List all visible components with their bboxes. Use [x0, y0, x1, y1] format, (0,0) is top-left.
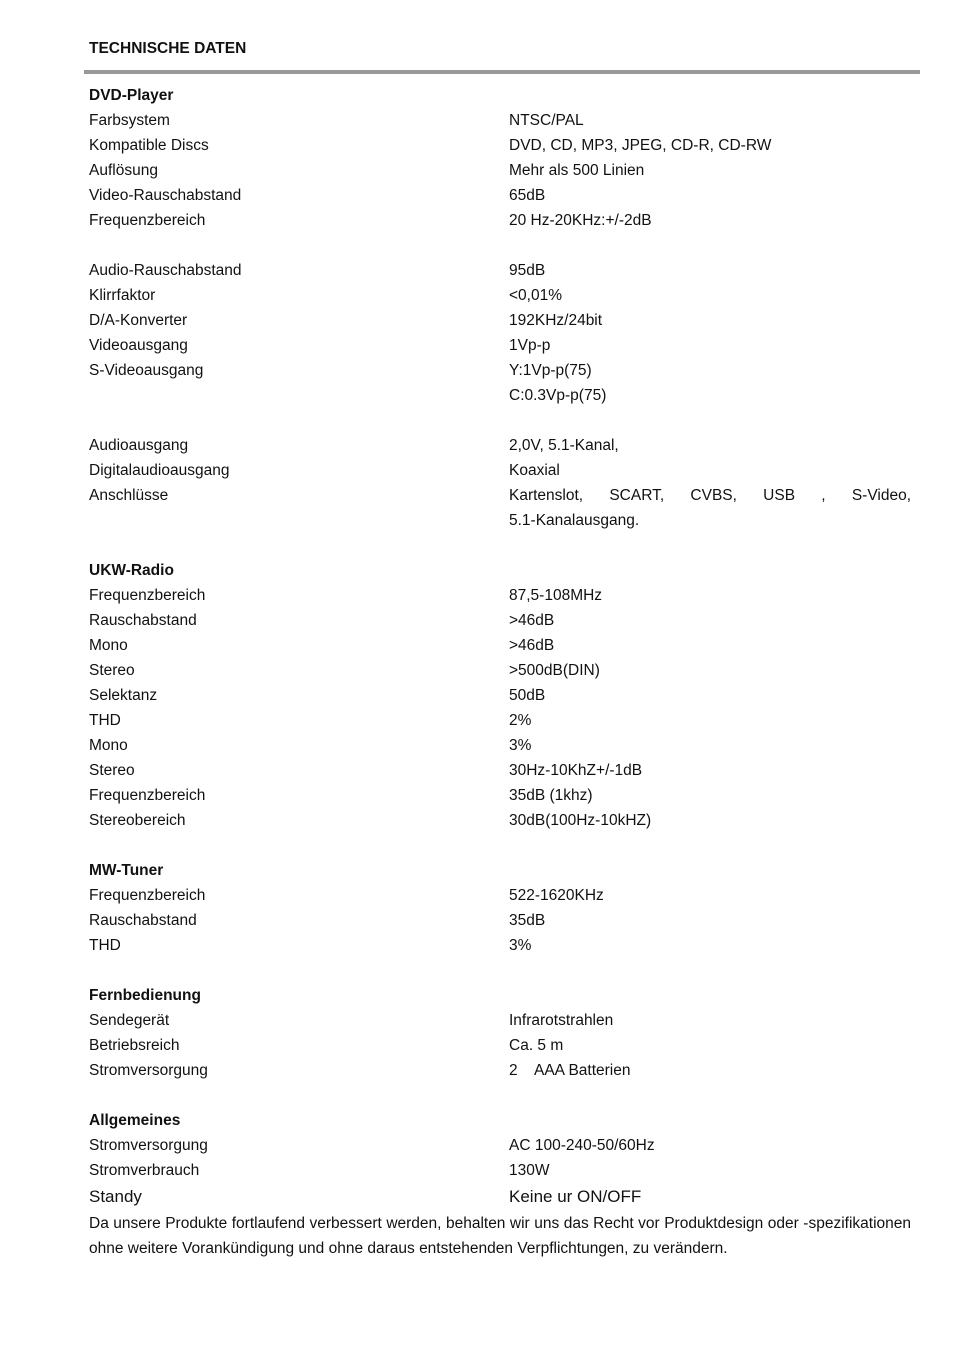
spec-row [89, 786, 911, 811]
spec-row [89, 186, 911, 211]
spec-value: 20 Hz-20KHz:+/-2dB [509, 212, 652, 229]
spec-value: 2,0V, 5.1-Kanal, [509, 437, 619, 454]
section-heading-remote: Fernbedienung [89, 987, 201, 1004]
spec-label: Frequenzbereich [89, 787, 206, 804]
header-rule [84, 70, 920, 74]
section-heading-ukw: UKW-Radio [89, 562, 174, 579]
spec-label: Stereo [89, 662, 135, 679]
spec-label: Selektanz [89, 687, 158, 704]
spec-row [89, 211, 911, 236]
spec-row [89, 686, 911, 711]
spec-sheet [89, 86, 911, 1261]
spec-row [89, 136, 911, 161]
spec-value: 87,5-108MHz [509, 587, 603, 604]
spec-value: 2% [509, 712, 532, 729]
spec-label: Audio-Rauschabstand [89, 262, 242, 279]
spec-label: S-Videoausgang [89, 362, 204, 379]
spec-label: Klirrfaktor [89, 287, 156, 304]
spec-value: Y:1Vp-p(75) [509, 362, 592, 379]
spec-row [89, 311, 911, 336]
spec-value: 522-1620KHz [509, 887, 604, 904]
disclaimer-text: Da unsere Produkte fortlaufend verbessert werden, behalten wir uns das Recht vor Produktdesign oder -spezifikationen ohne weitere Vorankündigung und ohne daraus entstehenden Verpflichtungen, zu verändern. [89, 1215, 911, 1257]
section-heading-mw: MW-Tuner [89, 862, 164, 879]
spec-label: Mono [89, 737, 128, 754]
spec-label: Rauschabstand [89, 912, 197, 929]
spec-row [89, 736, 911, 761]
spacer [89, 836, 911, 861]
spec-row [89, 1186, 911, 1211]
spacer [89, 961, 911, 986]
spec-value: NTSC/PAL [509, 112, 584, 129]
spec-value: 2 AAA Batterien [509, 1062, 631, 1079]
spec-value: DVD, CD, MP3, JPEG, CD-R, CD-RW [509, 137, 772, 154]
spec-value: C:0.3Vp-p(75) [509, 387, 607, 404]
spec-label: Auflösung [89, 162, 158, 179]
spec-label: D/A-Konverter [89, 312, 188, 329]
spec-row [89, 711, 911, 736]
spec-value: 35dB [509, 912, 546, 929]
spec-label: Frequenzbereich [89, 887, 206, 904]
spec-row [89, 586, 911, 611]
spec-label: Digitalaudioausgang [89, 462, 230, 479]
spacer [89, 1086, 911, 1111]
spec-row [89, 811, 911, 836]
spec-row [89, 286, 911, 311]
spec-value: 30dB(100Hz-10kHZ) [509, 812, 652, 829]
spec-row [89, 486, 911, 511]
spec-value: 130W [509, 1162, 550, 1179]
spec-label: Stereo [89, 762, 135, 779]
spec-row [89, 661, 911, 686]
spec-label: THD [89, 712, 121, 729]
spec-value: 5.1-Kanalausgang. [509, 512, 640, 529]
spec-label: Stromverbrauch [89, 1162, 200, 1179]
section-heading-general: Allgemeines [89, 1112, 181, 1129]
spec-label: Rauschabstand [89, 612, 197, 629]
spec-label: Standy [89, 1187, 142, 1206]
spec-value: Kartenslot, SCART, CVBS, USB , S-Video, [509, 487, 911, 504]
spec-row [89, 261, 911, 286]
spec-row [89, 761, 911, 786]
spec-label: Audioausgang [89, 437, 189, 454]
spec-label: Stromversorgung [89, 1062, 208, 1079]
spec-label: Stromversorgung [89, 1137, 208, 1154]
spec-row [89, 1136, 911, 1161]
spec-value: 3% [509, 937, 532, 954]
spec-value: >500dB(DIN) [509, 662, 600, 679]
spec-row [89, 611, 911, 636]
spec-value: Koaxial [509, 462, 560, 479]
spec-value: 30Hz-10KhZ+/-1dB [509, 762, 643, 779]
spec-label: Frequenzbereich [89, 587, 206, 604]
spacer [89, 536, 911, 561]
page-title: TECHNISCHE DATEN [89, 40, 247, 57]
spec-label: Video-Rauschabstand [89, 187, 242, 204]
spec-row [89, 886, 911, 911]
spec-value: Keine ur ON/OFF [509, 1187, 642, 1206]
spec-row [89, 1161, 911, 1186]
spec-row [89, 111, 911, 136]
spec-value: 35dB (1khz) [509, 787, 593, 804]
spec-value: AC 100-240-50/60Hz [509, 1137, 655, 1154]
spec-label: Betriebsreich [89, 1037, 180, 1054]
spacer [89, 236, 911, 261]
spec-row [89, 361, 911, 386]
spec-value: Ca. 5 m [509, 1037, 564, 1054]
spec-value: 65dB [509, 187, 546, 204]
spec-row [89, 1011, 911, 1036]
spec-row [89, 511, 911, 536]
spec-row [89, 911, 911, 936]
spec-row [89, 386, 911, 411]
spec-value: <0,01% [509, 287, 563, 304]
spec-row [89, 936, 911, 961]
spacer [89, 411, 911, 436]
spec-row [89, 336, 911, 361]
spec-label: Videoausgang [89, 337, 188, 354]
spec-value: 192KHz/24bit [509, 312, 603, 329]
spec-label: THD [89, 937, 121, 954]
spec-label: Anschlüsse [89, 487, 169, 504]
spec-row [89, 436, 911, 461]
spec-row [89, 636, 911, 661]
spec-value: 1Vp-p [509, 337, 551, 354]
spec-value: Mehr als 500 Linien [509, 162, 645, 179]
spec-value: Infrarotstrahlen [509, 1012, 614, 1029]
spec-label: Mono [89, 637, 128, 654]
spec-row [89, 161, 911, 186]
spec-value: 95dB [509, 262, 546, 279]
section-heading-dvd: DVD-Player [89, 87, 174, 104]
spec-label: Stereobereich [89, 812, 186, 829]
spec-value: 50dB [509, 687, 546, 704]
spec-label: Kompatible Discs [89, 137, 209, 154]
spec-row [89, 461, 911, 486]
spec-label: Farbsystem [89, 112, 170, 129]
spec-label: Frequenzbereich [89, 212, 206, 229]
spec-row [89, 1036, 911, 1061]
spec-row [89, 1061, 911, 1086]
spec-label: Sendegerät [89, 1012, 170, 1029]
spec-value: >46dB [509, 612, 555, 629]
spec-value: 3% [509, 737, 532, 754]
spec-value: >46dB [509, 637, 555, 654]
